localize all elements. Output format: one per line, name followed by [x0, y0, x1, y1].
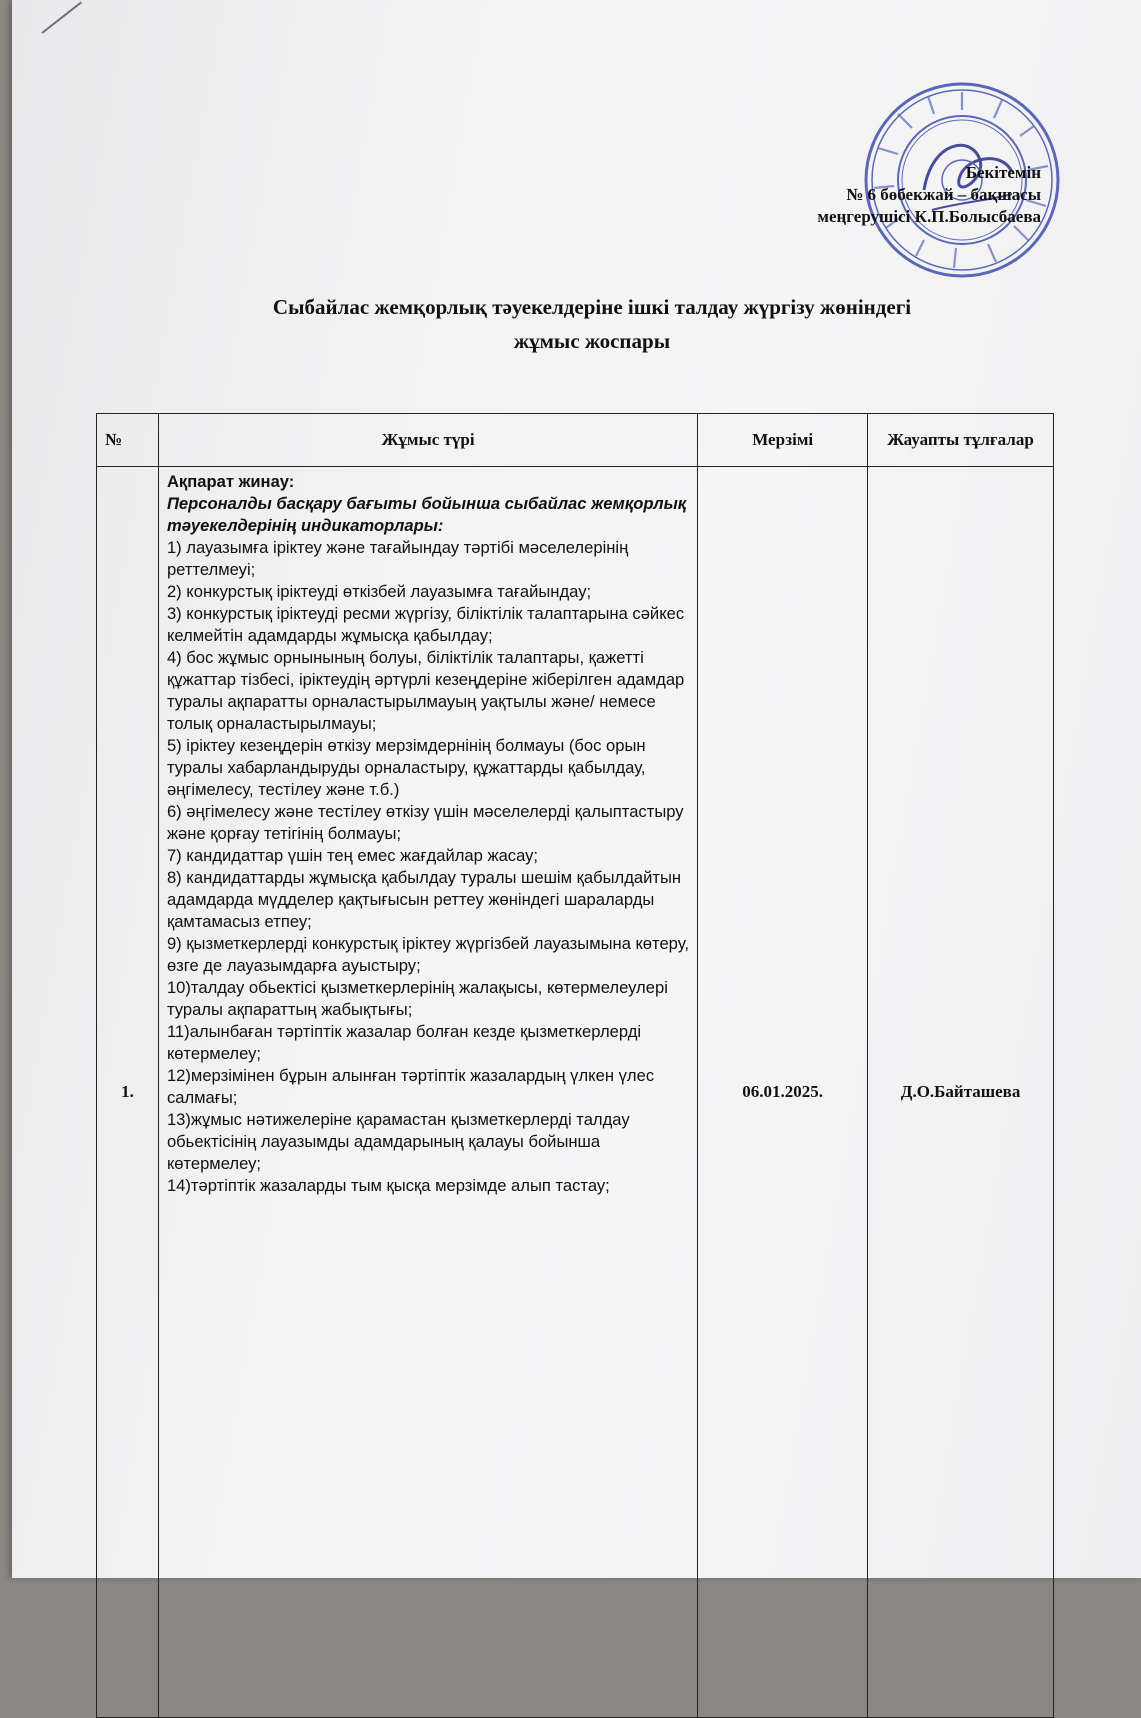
approval-line-1: Бекітемін	[965, 163, 1041, 182]
row-deadline: 06.01.2025.	[698, 467, 868, 1718]
header-responsible: Жауапты тұлғалар	[868, 414, 1054, 467]
list-item: 13)жұмыс нәтижелеріне қарамастан қызметкерлерді талдау обьектісінің лауазымды адамдарының қалауы бойынша көтермелеу;	[166, 1110, 630, 1173]
list-item: 11)алынбаған тәртіптік жазалар болған кезде қызметкерлерді көтермелеу;	[166, 1022, 642, 1063]
row-num: 1.	[97, 467, 159, 1718]
list-item: 1) лауазымға іріктеу және тағайындау тәртібі мәселелерінің реттелмеуі;	[166, 538, 629, 579]
approval-line-3: меңгерушісі К.П.Болысбаева	[817, 207, 1041, 226]
document-title	[172, 290, 1012, 358]
title-line-1: Сыбайлас жемқорлық тәуекелдеріне ішкі талдау жүргізу жөніндегі	[272, 295, 912, 319]
header-num: №	[97, 414, 159, 467]
header-work-type: Жұмыс түрі	[158, 414, 697, 467]
list-item: 10)талдау обьектісі қызметкерлерінің жалақысы, көтермелеулері туралы ақпараттың жабықтығы;	[166, 978, 668, 1019]
work-plan-table	[96, 413, 1054, 1718]
list-item: 14)тәртіптік жазаларды тым қысқа мерзімде алып тастау;	[166, 1176, 610, 1195]
work-type-subheading: Персоналды басқару бағыты бойынша сыбайлас жемқорлық тәуекелдерінің индикаторлары:	[166, 494, 687, 535]
row-responsible: Д.О.Байташева	[868, 467, 1054, 1718]
work-type-heading: Ақпарат жинау:	[166, 472, 295, 491]
row-work-type	[158, 467, 697, 1718]
title-line-2: жұмыс жоспары	[513, 329, 671, 353]
list-item: 9) қызметкерлерді конкурстық іріктеу жүргізбей лауазымына көтеру, өзге де лауазымдарға ауыстыру;	[166, 934, 689, 975]
list-item: 2) конкурстық іріктеуді өткізбей лауазымға тағайындау;	[166, 582, 592, 601]
list-item: 3) конкурстық іріктеуді ресми жүргізу, біліктілік талаптарына сәйкес келмейтін адамдарды жұмысқа қабылдау;	[166, 604, 685, 645]
list-item: 8) кандидаттарды жұмысқа қабылдау туралы шешім қабылдайтын адамдарда мүдделер қақтығысын реттеу жөніндегі шараларды қамтамасыз етпеу;	[166, 868, 682, 931]
pen-mark	[41, 1, 82, 33]
list-item: 7) кандидаттар үшін тең емес жағдайлар жасау;	[166, 846, 539, 865]
header-deadline: Мерзімі	[698, 414, 868, 467]
table-header-row	[97, 414, 1054, 467]
table-row	[97, 467, 1054, 1718]
list-item: 12)мерзімінен бұрын алынған тәртіптік жазалардың үлкен үлес салмағы;	[166, 1066, 655, 1107]
list-item: 6) әңгімелесу және тестілеу өткізу үшін мәселелерді қалыптастыру және қорғау тетігінің болмауы;	[166, 802, 684, 843]
list-item: 4) бос жұмыс орнынының болуы, біліктілік талаптары, қажетті құжаттар тізбесі, іріктеудің әртүрлі кезеңдеріне жіберілген адамдар туралы ақпаратты орналастырылмауың уақтылы және/ немесе толық орналастырылмауы;	[166, 648, 685, 733]
approval-line-2: № 6 бөбекжай – бақшасы	[846, 185, 1041, 204]
approval-block	[817, 162, 1041, 228]
list-item: 5) іріктеу кезеңдерін өткізу мерзімдернінің болмауы (бос орын туралы хабарландыруды орналастыру, құжаттарды қабылдау, әңгімелесу, тестілеу және т.б.)	[166, 736, 646, 799]
